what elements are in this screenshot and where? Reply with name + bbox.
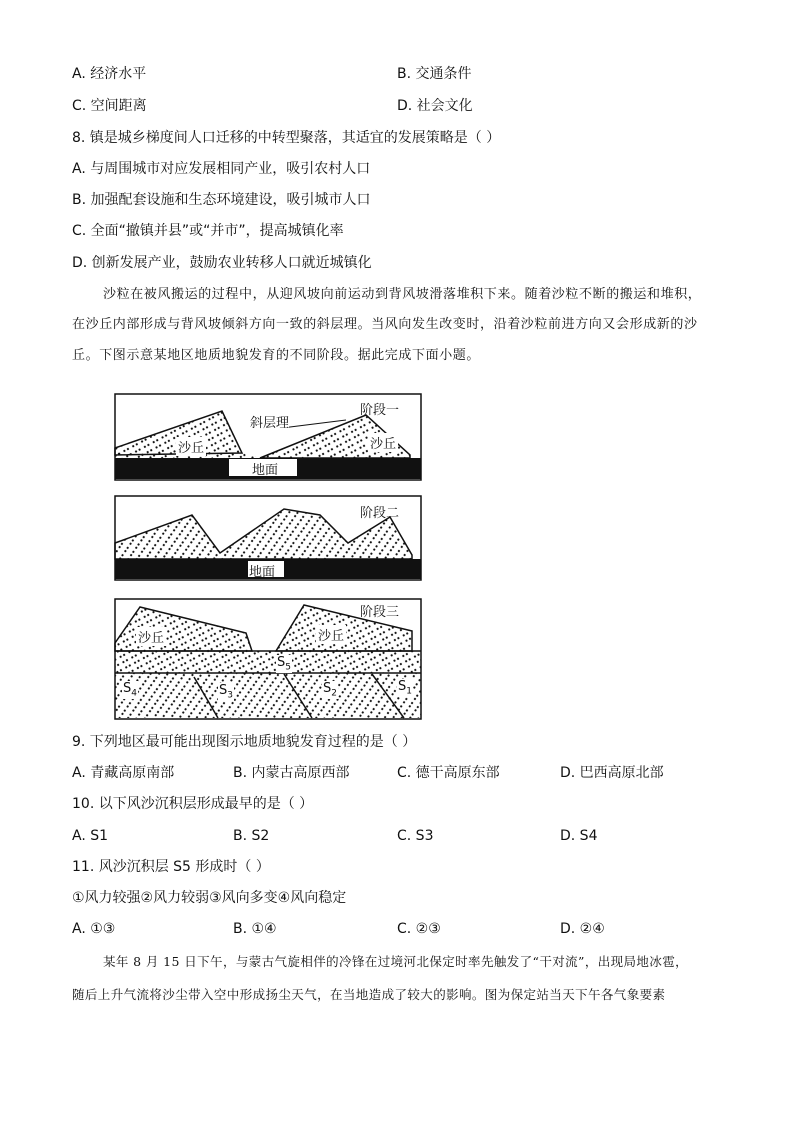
q8-option-c: C. 全面“撤镇并县”或“并市”，提高城镇化率 bbox=[72, 223, 344, 239]
passage1-line-2: 在沙丘内部形成与背风坡倾斜方向一致的斜层理。当风向发生改变时，沿着沙粒前进方向又会形成新的沙 bbox=[72, 317, 698, 332]
q10-option-b: B. S2 bbox=[233, 828, 270, 844]
stage-1-label: 阶段一 bbox=[360, 403, 400, 418]
q10-option-c: C. S3 bbox=[397, 828, 434, 844]
q9-stem: 9. 下列地区最可能出现图示地质地貌发育过程的是（ ） bbox=[72, 734, 417, 750]
q9-option-b: B. 内蒙古高原西部 bbox=[233, 765, 350, 781]
q10-option-a: A. S1 bbox=[72, 828, 109, 844]
layer-s2-label: $S_2$ bbox=[323, 681, 337, 699]
layer-s1-label: $S_1$ bbox=[398, 679, 412, 697]
q7-option-d: D. 社会文化 bbox=[397, 98, 473, 114]
q11-option-d: D. ②④ bbox=[560, 921, 605, 937]
q11-choices-line: ①风力较强②风力较弱③风向多变④风向稳定 bbox=[72, 890, 347, 906]
passage2-line-1: 某年 8 月 15 日下午，与蒙古气旋相伴的冷锋在过境河北保定时率先触发了“干对流”，出现局地冰雹， bbox=[103, 954, 689, 969]
q8-option-b: B. 加强配套设施和生态环境建设，吸引城市人口 bbox=[72, 192, 371, 208]
q7-option-b: B. 交通条件 bbox=[397, 66, 472, 82]
q10-stem: 10. 以下风沙沉积层形成最早的是（ ） bbox=[72, 796, 314, 812]
q8-option-a: A. 与周围城市对应发展相同产业，吸引农村人口 bbox=[72, 161, 371, 177]
passage2-line-2: 随后上升气流将沙尘带入空中形成扬尘天气，在当地造成了较大的影响。图为保定站当天下午各气象要素 bbox=[72, 987, 666, 1002]
dune-stages-figure bbox=[114, 393, 424, 723]
ground-label-stage-1: 地面 bbox=[252, 463, 279, 478]
q9-option-c: C. 德干高原东部 bbox=[397, 765, 500, 781]
q11-option-c: C. ②③ bbox=[397, 921, 441, 937]
passage1-line-3: 丘。下图示意某地区地质地貌发育的不同阶段。据此完成下面小题。 bbox=[72, 348, 481, 363]
q9-option-a: A. 青藏高原南部 bbox=[72, 765, 175, 781]
stage-2-label: 阶段二 bbox=[360, 506, 400, 521]
passage1-line-1: 沙粒在被风搬运的过程中，从迎风坡向前运动到背风坡滑落堆积下来。随着沙粒不断的搬运和堆积， bbox=[103, 287, 702, 302]
q11-option-a: A. ①③ bbox=[72, 921, 116, 937]
layer-s3-label: $S_3$ bbox=[219, 683, 233, 701]
crossbed-label: 斜层理 bbox=[250, 412, 289, 431]
q11-stem: 11. 风沙沉积层 S5 形成时（ ） bbox=[72, 859, 270, 875]
q11-option-b: B. ①④ bbox=[233, 921, 277, 937]
q8-stem: 8. 镇是城乡梯度间人口迁移的中转型聚落，其适宜的发展策略是（ ） bbox=[72, 130, 501, 146]
q9-option-d: D. 巴西高原北部 bbox=[560, 765, 664, 781]
dune-label-stage-3-right: 沙丘 bbox=[316, 625, 346, 644]
stage-3-label: 阶段三 bbox=[360, 605, 400, 620]
q8-option-d: D. 创新发展产业，鼓励农业转移人口就近城镇化 bbox=[72, 255, 372, 271]
layer-s4-label: $S_4$ bbox=[123, 681, 137, 699]
dune-label-stage-3-left: 沙丘 bbox=[136, 627, 166, 646]
q10-option-d: D. S4 bbox=[560, 828, 598, 844]
q7-option-a: A. 经济水平 bbox=[72, 66, 147, 82]
dune-label-right: 沙丘 bbox=[368, 433, 398, 452]
dune-label-left: 沙丘 bbox=[176, 437, 206, 456]
layer-s5-label: $S_5$ bbox=[277, 655, 291, 673]
q7-option-c: C. 空间距离 bbox=[72, 98, 147, 114]
ground-label-stage-2: 地面 bbox=[249, 565, 276, 580]
